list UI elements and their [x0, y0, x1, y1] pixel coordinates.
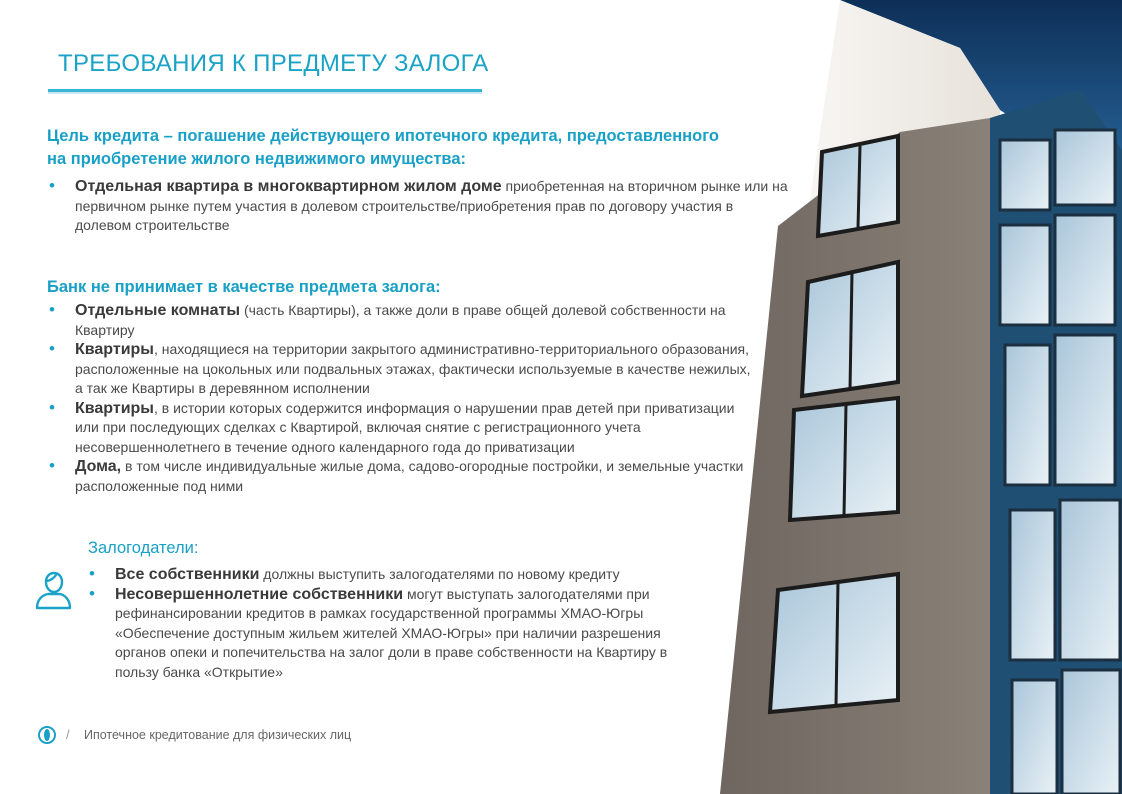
list-item-bold: Квартиры: [75, 399, 154, 417]
section1-heading-line1: Цель кредита – погашение действующего ипотечного кредита, предоставленного: [47, 127, 719, 145]
section3-list: [87, 565, 687, 682]
list-item-text: должны выступить залогодателями по новому кредиту: [259, 566, 620, 582]
section3-heading: Залогодатели:: [88, 539, 199, 557]
list-item: [47, 457, 762, 496]
footer-text: Ипотечное кредитование для физических лиц: [84, 728, 352, 742]
list-item-bold: Все собственники: [115, 566, 260, 583]
bank-logo-icon: [38, 726, 56, 744]
list-item-bold: Дома,: [75, 458, 122, 475]
page-title: ТРЕБОВАНИЯ К ПРЕДМЕТУ ЗАЛОГА: [58, 50, 489, 77]
list-item-bold: Отдельные комнаты: [75, 302, 241, 319]
list-item-text: приобретенная на вторичном рынке или на первичном рынке путем участия в долевом строительстве/приобретения прав по договору участия в долевом строительстве: [75, 178, 788, 233]
section1-heading: [47, 125, 719, 171]
list-item-text: в том числе индивидуальные жилые дома, садово-огородные постройки, и земельные участки расположенные под ними: [75, 458, 744, 494]
list-item-text: (часть Квартиры), а также доли в праве общей долевой собственности на Квартиру: [75, 302, 726, 338]
section2-list: [47, 301, 762, 496]
list-item-text: , находящиеся на территории закрытого административно-территориального образования, расположенные на цокольных или подвальных этажах, фактически используемые в качестве нежилых, а так же Квартиры в деревянном исполнении: [75, 341, 751, 396]
list-item: [87, 585, 687, 683]
list-item: [47, 177, 792, 236]
list-item: [87, 565, 687, 585]
section2-heading: Банк не принимает в качестве предмета залога:: [47, 278, 441, 296]
section1-list: [47, 177, 792, 236]
list-item-text: , в истории которых содержится информация о нарушении прав детей при приватизации или при последующих сделках с Квартирой, включая снятие с регистрационного учета несовершеннолетнего в течение одного календарного года до приватизации: [75, 399, 735, 455]
title-underline-shadow: [48, 92, 482, 94]
list-item-bold: Отдельная квартира в многоквартирном жилом доме: [75, 178, 502, 195]
list-item-bold: Квартиры: [75, 341, 154, 358]
person-icon: [34, 570, 72, 610]
footer-separator: /: [66, 727, 70, 742]
list-item: [47, 399, 762, 458]
section1-heading-line2: на приобретение жилого недвижимого имущества:: [47, 150, 467, 168]
list-item-bold: Несовершеннолетние собственники: [115, 585, 404, 603]
list-item: [47, 301, 762, 340]
list-item-text: могут выступать залогодателями при рефинансировании кредитов в рамках государственной программы ХМАО-Югры «Обеспечение доступным жильем жителей ХМАО-Югры» при наличии разрешения органов опеки и попечительства на залог доли в праве собственности на Квартиру в пользу банка «Открытие»: [115, 585, 668, 680]
list-item: [47, 340, 762, 399]
